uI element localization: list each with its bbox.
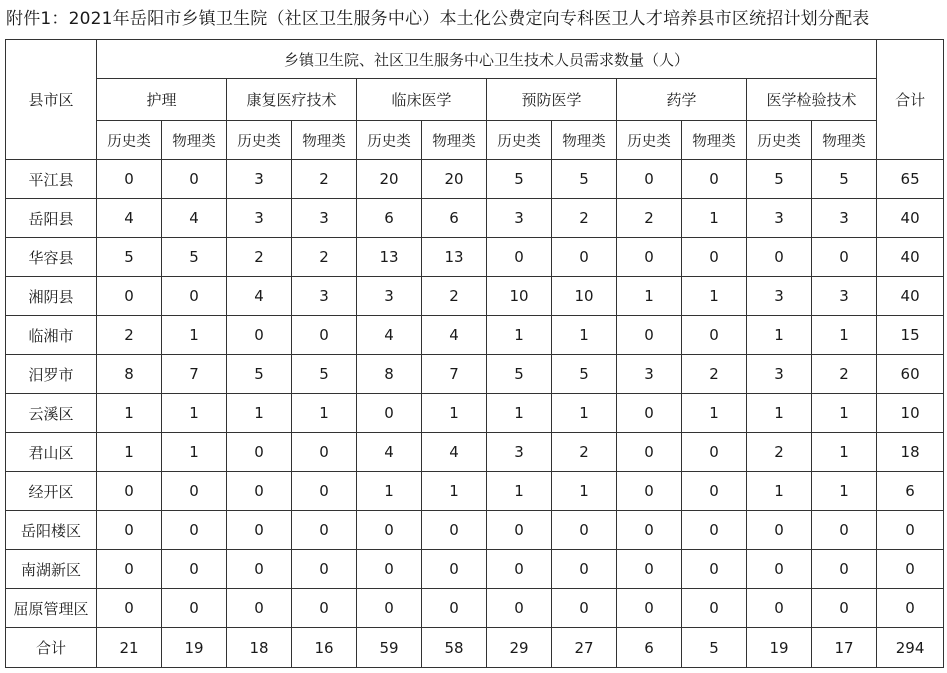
value-cell: 0 (357, 550, 422, 589)
value-cell: 2 (97, 316, 162, 355)
county-cell: 湘阴县 (6, 277, 97, 316)
value-cell: 7 (422, 355, 487, 394)
value-cell: 1 (422, 472, 487, 511)
table-row (6, 355, 944, 394)
value-cell: 0 (487, 589, 552, 628)
table-row (6, 589, 944, 628)
county-cell: 岳阳楼区 (6, 511, 97, 550)
value-cell: 0 (97, 160, 162, 199)
county-cell: 岳阳县 (6, 199, 97, 238)
value-cell: 1 (682, 199, 747, 238)
value-cell: 1 (812, 433, 877, 472)
table-row (6, 472, 944, 511)
table-row (6, 316, 944, 355)
value-cell: 2 (552, 199, 617, 238)
value-cell: 1 (487, 472, 552, 511)
value-cell: 3 (227, 160, 292, 199)
value-cell: 1 (617, 277, 682, 316)
sub-header-row (6, 121, 944, 160)
table-row (6, 511, 944, 550)
value-cell: 0 (617, 394, 682, 433)
value-cell: 1 (812, 316, 877, 355)
value-cell: 10 (487, 277, 552, 316)
table-row (6, 160, 944, 199)
value-cell: 5 (162, 238, 227, 277)
sub-header: 物理类 (812, 121, 877, 160)
row-total-cell: 60 (877, 355, 944, 394)
value-cell: 0 (357, 589, 422, 628)
value-cell: 4 (97, 199, 162, 238)
value-cell: 4 (162, 199, 227, 238)
row-total-cell: 6 (877, 472, 944, 511)
value-cell: 5 (552, 355, 617, 394)
value-cell: 0 (682, 160, 747, 199)
major-header: 临床医学 (357, 79, 487, 121)
value-cell: 0 (812, 511, 877, 550)
value-cell: 0 (487, 238, 552, 277)
value-cell: 0 (487, 550, 552, 589)
value-cell: 3 (487, 433, 552, 472)
value-cell: 1 (682, 277, 747, 316)
row-total-cell: 10 (877, 394, 944, 433)
value-cell: 20 (357, 160, 422, 199)
value-cell: 0 (227, 316, 292, 355)
value-cell: 0 (682, 511, 747, 550)
sub-header: 物理类 (292, 121, 357, 160)
table-row (6, 277, 944, 316)
value-cell: 2 (227, 238, 292, 277)
column-total-cell: 19 (747, 628, 812, 668)
value-cell: 0 (227, 472, 292, 511)
value-cell: 0 (292, 511, 357, 550)
value-cell: 13 (357, 238, 422, 277)
sub-header: 物理类 (682, 121, 747, 160)
major-header: 医学检验技术 (747, 79, 877, 121)
row-total-cell: 15 (877, 316, 944, 355)
document-title: 附件1：2021年岳阳市乡镇卫生院（社区卫生服务中心）本土化公费定向专科医卫人才培养县市区统招计划分配表 (6, 9, 870, 29)
value-cell: 1 (292, 394, 357, 433)
column-total-cell: 58 (422, 628, 487, 668)
column-total-cell: 19 (162, 628, 227, 668)
value-cell: 0 (747, 238, 812, 277)
value-cell: 1 (162, 316, 227, 355)
row-total-cell: 18 (877, 433, 944, 472)
value-cell: 5 (487, 160, 552, 199)
value-cell: 4 (357, 316, 422, 355)
value-cell: 1 (97, 394, 162, 433)
row-total-cell: 40 (877, 277, 944, 316)
value-cell: 8 (97, 355, 162, 394)
county-cell: 经开区 (6, 472, 97, 511)
major-header-row (6, 79, 944, 121)
row-total-cell: 65 (877, 160, 944, 199)
county-cell: 汨罗市 (6, 355, 97, 394)
value-cell: 0 (422, 550, 487, 589)
value-cell: 0 (617, 511, 682, 550)
value-cell: 1 (747, 472, 812, 511)
corner-header: 县市区 (6, 40, 97, 160)
value-cell: 0 (162, 511, 227, 550)
value-cell: 0 (292, 316, 357, 355)
value-cell: 0 (812, 589, 877, 628)
value-cell: 1 (812, 394, 877, 433)
value-cell: 0 (617, 472, 682, 511)
value-cell: 0 (422, 589, 487, 628)
value-cell: 0 (227, 589, 292, 628)
value-cell: 0 (97, 511, 162, 550)
row-total-cell: 40 (877, 238, 944, 277)
table-body (6, 160, 944, 668)
value-cell: 4 (422, 316, 487, 355)
value-cell: 1 (682, 394, 747, 433)
value-cell: 0 (682, 238, 747, 277)
sub-header: 历史类 (227, 121, 292, 160)
value-cell: 1 (487, 316, 552, 355)
value-cell: 0 (97, 589, 162, 628)
value-cell: 1 (812, 472, 877, 511)
value-cell: 2 (422, 277, 487, 316)
value-cell: 3 (227, 199, 292, 238)
value-cell: 0 (682, 550, 747, 589)
value-cell: 0 (292, 472, 357, 511)
row-total-cell: 40 (877, 199, 944, 238)
value-cell: 0 (162, 160, 227, 199)
value-cell: 3 (812, 277, 877, 316)
county-cell: 云溪区 (6, 394, 97, 433)
value-cell: 0 (552, 550, 617, 589)
sub-header: 历史类 (97, 121, 162, 160)
value-cell: 0 (747, 511, 812, 550)
value-cell: 4 (357, 433, 422, 472)
value-cell: 1 (552, 316, 617, 355)
value-cell: 3 (357, 277, 422, 316)
value-cell: 0 (747, 550, 812, 589)
value-cell: 0 (682, 589, 747, 628)
value-cell: 0 (162, 550, 227, 589)
county-cell: 君山区 (6, 433, 97, 472)
value-cell: 8 (357, 355, 422, 394)
value-cell: 2 (552, 433, 617, 472)
value-cell: 7 (162, 355, 227, 394)
value-cell: 0 (97, 277, 162, 316)
column-total-cell: 6 (617, 628, 682, 668)
value-cell: 0 (487, 511, 552, 550)
value-cell: 13 (422, 238, 487, 277)
column-total-cell: 5 (682, 628, 747, 668)
value-cell: 1 (747, 394, 812, 433)
value-cell: 0 (617, 160, 682, 199)
value-cell: 5 (227, 355, 292, 394)
value-cell: 0 (617, 589, 682, 628)
value-cell: 3 (292, 277, 357, 316)
major-header: 护理 (97, 79, 227, 121)
value-cell: 1 (357, 472, 422, 511)
value-cell: 0 (292, 433, 357, 472)
value-cell: 1 (747, 316, 812, 355)
value-cell: 0 (552, 589, 617, 628)
value-cell: 0 (617, 238, 682, 277)
value-cell: 0 (617, 433, 682, 472)
county-cell: 屈原管理区 (6, 589, 97, 628)
value-cell: 4 (422, 433, 487, 472)
value-cell: 1 (97, 433, 162, 472)
sub-header: 物理类 (162, 121, 227, 160)
column-total-cell: 27 (552, 628, 617, 668)
value-cell: 3 (747, 277, 812, 316)
value-cell: 5 (97, 238, 162, 277)
value-cell: 3 (812, 199, 877, 238)
table-row (6, 550, 944, 589)
major-header: 预防医学 (487, 79, 617, 121)
value-cell: 1 (422, 394, 487, 433)
value-cell: 6 (357, 199, 422, 238)
value-cell: 2 (292, 160, 357, 199)
value-cell: 0 (162, 472, 227, 511)
total-header: 合计 (877, 40, 944, 160)
allocation-table (5, 39, 944, 668)
value-cell: 5 (292, 355, 357, 394)
value-cell: 0 (227, 550, 292, 589)
value-cell: 2 (682, 355, 747, 394)
value-cell: 5 (747, 160, 812, 199)
group-header: 乡镇卫生院、社区卫生服务中心卫生技术人员需求数量（人） (97, 40, 877, 79)
county-cell: 临湘市 (6, 316, 97, 355)
major-header: 康复医疗技术 (227, 79, 357, 121)
column-total-cell: 29 (487, 628, 552, 668)
column-total-cell: 21 (97, 628, 162, 668)
value-cell: 6 (422, 199, 487, 238)
value-cell: 0 (552, 238, 617, 277)
table-row (6, 433, 944, 472)
column-total-cell: 16 (292, 628, 357, 668)
value-cell: 0 (747, 589, 812, 628)
major-header: 药学 (617, 79, 747, 121)
total-row-label: 合计 (6, 628, 97, 668)
value-cell: 5 (812, 160, 877, 199)
table-row (6, 199, 944, 238)
value-cell: 0 (227, 511, 292, 550)
value-cell: 0 (422, 511, 487, 550)
value-cell: 20 (422, 160, 487, 199)
value-cell: 5 (487, 355, 552, 394)
value-cell: 0 (682, 316, 747, 355)
value-cell: 0 (227, 433, 292, 472)
value-cell: 2 (292, 238, 357, 277)
table-row (6, 238, 944, 277)
value-cell: 0 (357, 511, 422, 550)
value-cell: 2 (617, 199, 682, 238)
value-cell: 0 (552, 511, 617, 550)
value-cell: 0 (97, 472, 162, 511)
value-cell: 3 (747, 199, 812, 238)
sub-header: 历史类 (617, 121, 682, 160)
row-total-cell: 0 (877, 589, 944, 628)
value-cell: 2 (747, 433, 812, 472)
value-cell: 3 (292, 199, 357, 238)
row-total-cell: 0 (877, 550, 944, 589)
value-cell: 3 (617, 355, 682, 394)
value-cell: 0 (812, 550, 877, 589)
value-cell: 4 (227, 277, 292, 316)
row-total-cell: 0 (877, 511, 944, 550)
column-total-cell: 59 (357, 628, 422, 668)
value-cell: 1 (162, 394, 227, 433)
total-row (6, 628, 944, 668)
value-cell: 1 (552, 394, 617, 433)
value-cell: 1 (487, 394, 552, 433)
county-cell: 华容县 (6, 238, 97, 277)
value-cell: 0 (617, 550, 682, 589)
value-cell: 0 (357, 394, 422, 433)
value-cell: 0 (292, 550, 357, 589)
value-cell: 3 (747, 355, 812, 394)
value-cell: 0 (617, 316, 682, 355)
county-cell: 南湖新区 (6, 550, 97, 589)
value-cell: 3 (487, 199, 552, 238)
sub-header: 物理类 (552, 121, 617, 160)
column-total-cell: 18 (227, 628, 292, 668)
value-cell: 0 (162, 589, 227, 628)
sub-header: 历史类 (487, 121, 552, 160)
value-cell: 1 (227, 394, 292, 433)
sub-header: 物理类 (422, 121, 487, 160)
value-cell: 0 (682, 433, 747, 472)
table-row (6, 394, 944, 433)
value-cell: 1 (552, 472, 617, 511)
value-cell: 0 (292, 589, 357, 628)
county-cell: 平江县 (6, 160, 97, 199)
value-cell: 5 (552, 160, 617, 199)
value-cell: 2 (812, 355, 877, 394)
grand-total-cell: 294 (877, 628, 944, 668)
sub-header: 历史类 (357, 121, 422, 160)
value-cell: 0 (682, 472, 747, 511)
value-cell: 0 (97, 550, 162, 589)
column-total-cell: 17 (812, 628, 877, 668)
value-cell: 0 (812, 238, 877, 277)
value-cell: 10 (552, 277, 617, 316)
sub-header: 历史类 (747, 121, 812, 160)
value-cell: 0 (162, 277, 227, 316)
value-cell: 1 (162, 433, 227, 472)
